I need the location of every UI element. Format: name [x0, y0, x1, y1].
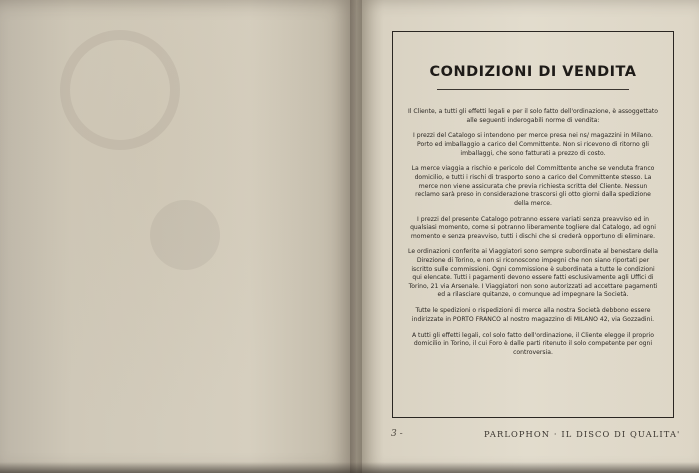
paragraph-jurisdiction: A tutti gli effetti legali, col solo fatto dell'ordinazione, il Cliente elegge il proprio domicilio in Torino, il cui Foro è dalle parti ritenuto il solo competente per ogni controversia.: [411, 331, 655, 356]
show-through-block: [150, 200, 220, 270]
title-underline: [437, 89, 629, 90]
page-number: 3 -: [391, 429, 403, 439]
paragraph-price-changes: I prezzi del presente Catalogo potranno essere variati senza preavviso ed in qualsiasi momento, come si potranno liberamente togliere dal Catalogo, ad ogni momento e senza preavviso, tutti i dischi che si crederà opportuno di eliminare.: [410, 215, 656, 240]
book-gutter: [350, 0, 362, 473]
paragraph-intro: Il Cliente, a tutti gli effetti legali e per il solo fatto dell'ordinazione, è assoggettato alle seguenti inderogabili norme di vendita:: [407, 108, 659, 124]
paragraph-shipping-risk: La merce viaggia a rischio e pericolo del Committente anche se venduta franco domicilio, e tutti i rischi di trasporto sono a carico del Committente stesso. La merce non viene assicurata che previa richiesta scritta del Cliente. Nessun reclamo sarà preso in considerazione trascorsi gli otto giorni dalla spedizione della merce.: [411, 165, 655, 207]
footer-brand: PARLOPHON · IL DISCO DI QUALITA': [484, 429, 681, 439]
paragraph-returns: Tutte le spedizioni o rispedizioni di merce alla nostra Società debbono essere indirizzate in PORTO FRANCO al nostro magazzino di MILANO 42, via Gozzadini.: [411, 307, 655, 323]
page-title: CONDIZIONI DI VENDITA: [429, 64, 637, 80]
show-through-ring: [60, 30, 180, 150]
conditions-box: [392, 31, 674, 418]
page-bottom-shadow: [0, 462, 699, 473]
paragraph-orders: Le ordinazioni conferite ai Viaggiatori sono sempre subordinate al benestare della Direzione di Torino, e non si riconoscono impegni che non siano riportati per iscritto sulle commissioni. Ogni commissione è subordinata a tutte le condizioni qui elencate. Tutti i pagamenti devono essere fatti esclusivamente agli Uffici di Torino, 21 via Arsenale. I Viaggiatori non sono autorizzati ad accettare pagamenti ed a rilasciare quitanze, o comunque ad impegnare la Società.: [408, 248, 658, 299]
conditions-text: [407, 108, 659, 365]
paragraph-prices: I prezzi del Catalogo si intendono per merce presa nei ns/ magazzini in Milano. Porto ed imballaggio a carico del Committente. Non si ricevono di ritorno gli imballaggi, che sono fatturati a prezzo di costo.: [413, 132, 653, 157]
